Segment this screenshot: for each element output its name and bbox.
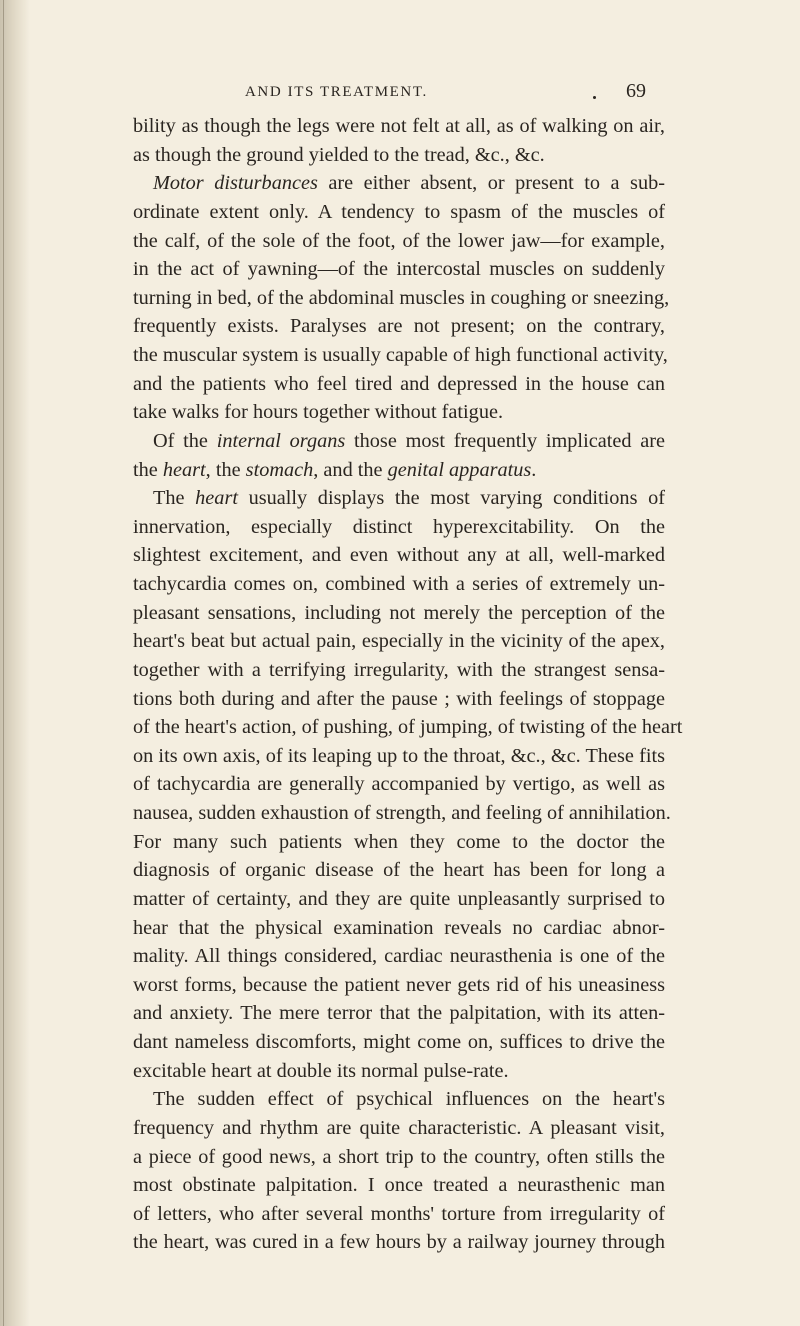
- text-line: together with a terrifying irregularity, with the strangest sensa-: [133, 658, 665, 681]
- text-line: excitable heart at double its normal pulse-rate.: [133, 1059, 509, 1082]
- text-line: slightest excitement, and even without any at all, well-marked: [133, 544, 665, 567]
- text-line: The heart usually displays the most varying conditions of: [153, 487, 665, 510]
- text-line: For many such patients when they come to the doctor the: [133, 830, 665, 853]
- page-edge: [3, 0, 4, 1326]
- text-line: heart's beat but actual pain, especially in the vicinity of the apex,: [133, 630, 665, 653]
- text-line: frequently exists. Paralyses are not present; on the contrary,: [133, 315, 665, 338]
- text-line: diagnosis of organic disease of the heart has been for long a: [133, 859, 665, 882]
- page-number: 69: [626, 80, 646, 102]
- text-line: pleasant sensations, including not merely the perception of the: [133, 601, 665, 624]
- running-header-title: AND ITS TREATMENT.: [245, 84, 428, 100]
- text-line: tions both during and after the pause ; with feelings of stoppage: [133, 687, 665, 710]
- text-line: the heart, the stomach, and the genital apparatus.: [133, 458, 537, 481]
- text-line: mality. All things considered, cardiac neurasthenia is one of the: [133, 945, 665, 968]
- italic-term: heart: [162, 458, 206, 481]
- text-line: tachycardia comes on, combined with a series of extremely un-: [133, 573, 665, 595]
- text-line: the muscular system is usually capable of high functional activity,: [133, 344, 668, 366]
- body-text: [133, 112, 683, 1257]
- text-line: most obstinate palpitation. I once treated a neurasthenic man: [133, 1174, 665, 1197]
- text-line: of the heart's action, of pushing, of jumping, of twisting of the heart: [133, 716, 683, 739]
- text-line: dant nameless discomforts, might come on, suffices to drive the: [133, 1031, 665, 1053]
- italic-term: stomach: [245, 458, 314, 481]
- text-line: Motor disturbances are either absent, or present to a sub-: [153, 172, 665, 195]
- text-line: the calf, of the sole of the foot, of the lower jaw—for example,: [133, 229, 665, 252]
- italic-term: Motor disturbances: [153, 172, 318, 195]
- text-line: nausea, sudden exhaustion of strength, and feeling of annihilation.: [133, 802, 671, 824]
- text-line: a piece of good news, a short trip to the country, often stills the: [133, 1145, 665, 1168]
- text-line: turning in bed, of the abdominal muscles in coughing or sneezing,: [133, 286, 670, 309]
- text-line: The sudden effect of psychical influences on the heart's: [153, 1088, 665, 1111]
- text-line: ordinate extent only. A tendency to spasm of the muscles of: [133, 200, 665, 223]
- text-line: on its own axis, of its leaping up to the throat, &c., &c. These fits: [133, 744, 665, 767]
- text-line: as though the ground yielded to the tread, &c., &c.: [133, 143, 545, 166]
- text-line: hear that the physical examination reveals no cardiac abnor-: [133, 916, 665, 939]
- italic-term: heart: [195, 487, 238, 510]
- text-line: in the act of yawning—of the intercostal muscles on suddenly: [133, 258, 665, 281]
- text-line: take walks for hours together without fatigue.: [133, 401, 504, 424]
- text-line: and anxiety. The mere terror that the palpitation, with its atten-: [133, 1002, 665, 1025]
- italic-term: internal organs: [216, 429, 346, 452]
- text-line: of tachycardia are generally accompanied by vertigo, as well as: [133, 773, 665, 796]
- header-dot-mark: [593, 96, 596, 99]
- text-line: innervation, especially distinct hyperexcitability. On the: [133, 515, 665, 538]
- text-line: Of the internal organs those most frequently implicated are: [153, 429, 665, 452]
- text-line: of letters, who after several months' torture from irregularity of: [133, 1202, 665, 1225]
- text-line: worst forms, because the patient never gets rid of his uneasiness: [133, 973, 665, 996]
- italic-term: genital apparatus: [387, 458, 532, 481]
- text-line: frequency and rhythm are quite characteristic. A pleasant visit,: [133, 1116, 665, 1139]
- text-line: bility as though the legs were not felt at all, as of walking on air,: [133, 115, 665, 137]
- text-line: matter of certainty, and they are quite unpleasantly surprised to: [133, 887, 665, 910]
- binding-gutter-shadow: [0, 0, 30, 1326]
- text-line: and the patients who feel tired and depressed in the house can: [133, 372, 665, 395]
- text-line: the heart, was cured in a few hours by a railway journey through: [133, 1231, 665, 1254]
